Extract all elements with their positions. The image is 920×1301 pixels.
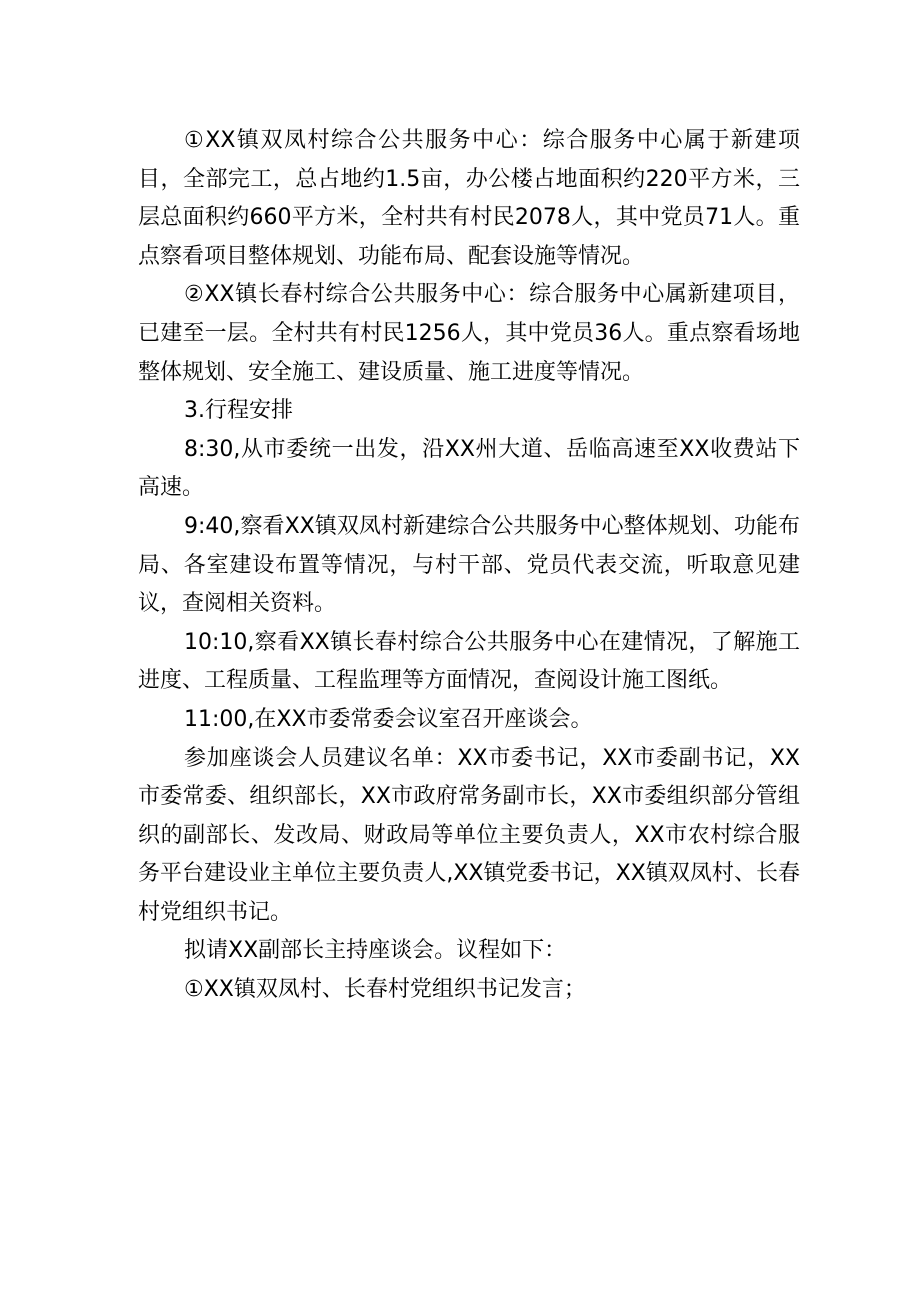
paragraph-itinerary-1010: 10:10,察看XX镇长春村综合公共服务中心在建情况，了解施工进度、工程质量、工程监理等方面情况，查阅设计施工图纸。 — [138, 629, 800, 694]
paragraph-shuangfeng-center: ①XX镇双凤村综合公共服务中心：综合服务中心属于新建项目，全部完工，总占地约1.5亩，办公楼占地面积约220平方米，三层总面积约660平方米，全村共有村民2078人，其中党员71人。重点察看项目整体规划、功能布局、配套设施等情况。 — [138, 128, 800, 269]
paragraph-itinerary-1100: 11:00,在XX市委常委会议室召开座谈会。 — [184, 706, 593, 732]
paragraph-attendee-list: 参加座谈会人员建议名单：XX市委书记，XX市委副书记，XX市委常委、组织部长，XX市政府常务副市长，XX市委组织部分管组织的副部长、发改局、财政局等单位主要负责人，XX市农村综合服务平台建设业主单位主要负责人,XX镇党委书记，XX镇双凤村、长春村党组织书记。 — [138, 745, 800, 925]
paragraph-changchun-center: ②XX镇长春村综合公共服务中心：综合服务中心属新建项目，已建至一层。全村共有村民1256人，其中党员36人。重点察看场地整体规划、安全施工、建设质量、施工进度等情况。 — [138, 282, 800, 385]
paragraph-itinerary-0940: 9:40,察看XX镇双凤村新建综合公共服务中心整体规划、功能布局、各室建设布置等情况，与村干部、党员代表交流，听取意见建议，查阅相关资料。 — [138, 513, 800, 617]
section-heading-itinerary: 3.行程安排 — [184, 398, 293, 424]
paragraph-host: 拟请XX副部长主持座谈会。议程如下： — [184, 938, 567, 964]
paragraph-itinerary-0830: 8:30,从市委统一出发，沿XX州大道、岳临高速至XX收费站下高速。 — [138, 436, 800, 501]
document-body — [138, 122, 800, 1010]
paragraph-agenda-item-1: ①XX镇双凤村、长春村党组织书记发言； — [184, 977, 586, 1003]
